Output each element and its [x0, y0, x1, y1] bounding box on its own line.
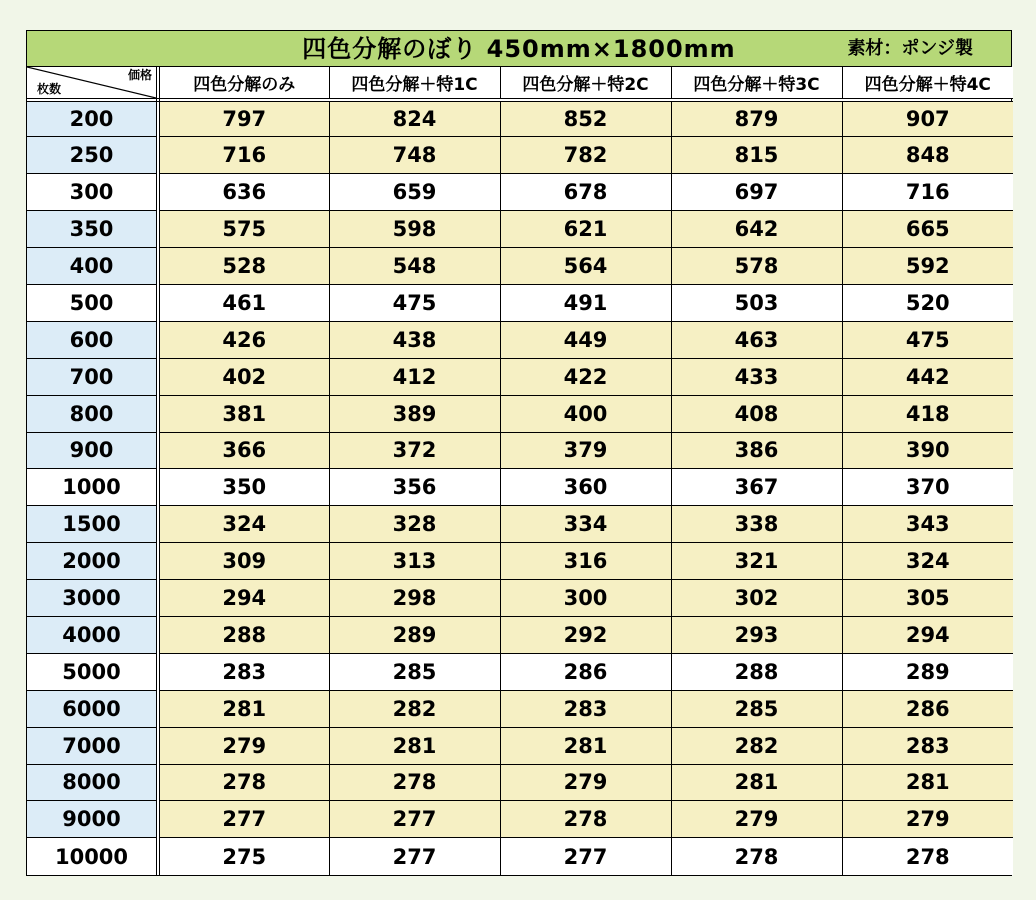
price-cell: 642 — [671, 211, 842, 248]
price-cell: 328 — [329, 506, 500, 543]
price-cell: 418 — [842, 395, 1013, 432]
price-cell: 491 — [500, 284, 671, 321]
price-cell: 289 — [329, 616, 500, 653]
table-row — [27, 395, 1013, 432]
quantity-cell: 1500 — [27, 506, 158, 543]
price-cell: 277 — [158, 801, 329, 838]
table-row — [27, 100, 1013, 137]
table-row — [27, 616, 1013, 653]
price-cell: 302 — [671, 580, 842, 617]
quantity-cell: 400 — [27, 248, 158, 285]
price-cell: 381 — [158, 395, 329, 432]
table-row — [27, 727, 1013, 764]
table-row — [27, 432, 1013, 469]
table-row — [27, 690, 1013, 727]
corner-header — [27, 67, 158, 100]
quantity-cell: 1000 — [27, 469, 158, 506]
price-cell: 294 — [842, 616, 1013, 653]
table-row — [27, 764, 1013, 801]
price-table — [26, 30, 1012, 876]
price-cell: 461 — [158, 284, 329, 321]
price-cell: 294 — [158, 580, 329, 617]
price-cell: 338 — [671, 506, 842, 543]
quantity-cell: 9000 — [27, 801, 158, 838]
table-row — [27, 801, 1013, 838]
price-cell: 286 — [500, 653, 671, 690]
table-row — [27, 174, 1013, 211]
price-cell: 528 — [158, 248, 329, 285]
price-cell: 907 — [842, 100, 1013, 137]
price-cell: 300 — [500, 580, 671, 617]
price-cell: 288 — [158, 616, 329, 653]
price-cell: 372 — [329, 432, 500, 469]
table-row — [27, 284, 1013, 321]
table-row — [27, 321, 1013, 358]
price-cell: 390 — [842, 432, 1013, 469]
quantity-cell: 300 — [27, 174, 158, 211]
price-cell: 665 — [842, 211, 1013, 248]
price-cell: 282 — [671, 727, 842, 764]
table-row — [27, 248, 1013, 285]
material-label: 素材：ポンジ製 — [847, 38, 973, 59]
price-cell: 548 — [329, 248, 500, 285]
price-cell: 278 — [329, 764, 500, 801]
price-cell: 277 — [329, 838, 500, 875]
column-header: 四色分解＋特1C — [329, 67, 500, 100]
price-cell: 438 — [329, 321, 500, 358]
price-cell: 797 — [158, 100, 329, 137]
price-cell: 636 — [158, 174, 329, 211]
price-cell: 449 — [500, 321, 671, 358]
price-axis-label: 価格 — [127, 68, 152, 82]
price-cell: 279 — [842, 801, 1013, 838]
table-row — [27, 358, 1013, 395]
price-cell: 324 — [842, 543, 1013, 580]
price-cell: 360 — [500, 469, 671, 506]
column-header: 四色分解＋特2C — [500, 67, 671, 100]
price-cell: 575 — [158, 211, 329, 248]
price-cell: 598 — [329, 211, 500, 248]
price-cell: 426 — [158, 321, 329, 358]
price-cell: 678 — [500, 174, 671, 211]
price-cell: 386 — [671, 432, 842, 469]
quantity-cell: 200 — [27, 100, 158, 137]
price-cell: 283 — [842, 727, 1013, 764]
quantity-cell: 4000 — [27, 616, 158, 653]
price-cell: 285 — [329, 653, 500, 690]
table-row — [27, 653, 1013, 690]
column-header: 四色分解＋特3C — [671, 67, 842, 100]
price-cell: 697 — [671, 174, 842, 211]
price-cell: 313 — [329, 543, 500, 580]
price-cell: 621 — [500, 211, 671, 248]
table-row — [27, 580, 1013, 617]
price-cell: 278 — [842, 838, 1013, 875]
price-cell: 277 — [500, 838, 671, 875]
price-cell: 279 — [500, 764, 671, 801]
table-row — [27, 506, 1013, 543]
price-cell: 815 — [671, 137, 842, 174]
price-cell: 400 — [500, 395, 671, 432]
price-cell: 463 — [671, 321, 842, 358]
price-cell: 659 — [329, 174, 500, 211]
quantity-cell: 10000 — [27, 838, 158, 875]
table-title: 四色分解のぼり 450mm×1800mm — [302, 35, 736, 63]
price-cell: 278 — [158, 764, 329, 801]
price-cell: 279 — [158, 727, 329, 764]
price-cell: 334 — [500, 506, 671, 543]
price-cell: 286 — [842, 690, 1013, 727]
price-cell: 389 — [329, 395, 500, 432]
header-row — [27, 67, 1013, 100]
quantity-cell: 3000 — [27, 580, 158, 617]
quantity-cell: 900 — [27, 432, 158, 469]
price-cell: 370 — [842, 469, 1013, 506]
price-cell: 879 — [671, 100, 842, 137]
price-grid — [27, 67, 1013, 875]
price-cell: 316 — [500, 543, 671, 580]
price-cell: 503 — [671, 284, 842, 321]
column-header: 四色分解＋特4C — [842, 67, 1013, 100]
table-row — [27, 543, 1013, 580]
quantity-cell: 500 — [27, 284, 158, 321]
quantity-cell: 2000 — [27, 543, 158, 580]
price-cell: 564 — [500, 248, 671, 285]
price-cell: 782 — [500, 137, 671, 174]
price-cell: 281 — [842, 764, 1013, 801]
quantity-cell: 350 — [27, 211, 158, 248]
quantity-cell: 6000 — [27, 690, 158, 727]
price-cell: 475 — [329, 284, 500, 321]
table-row — [27, 137, 1013, 174]
table-body — [27, 100, 1013, 875]
price-cell: 475 — [842, 321, 1013, 358]
price-cell: 748 — [329, 137, 500, 174]
price-cell: 350 — [158, 469, 329, 506]
price-cell: 578 — [671, 248, 842, 285]
quantity-cell: 7000 — [27, 727, 158, 764]
price-cell: 305 — [842, 580, 1013, 617]
table-row — [27, 469, 1013, 506]
price-cell: 275 — [158, 838, 329, 875]
price-cell: 279 — [671, 801, 842, 838]
price-cell: 433 — [671, 358, 842, 395]
price-cell: 324 — [158, 506, 329, 543]
price-cell: 412 — [329, 358, 500, 395]
column-header: 四色分解のみ — [158, 67, 329, 100]
quantity-axis-label: 枚数 — [37, 82, 62, 96]
price-cell: 824 — [329, 100, 500, 137]
price-cell: 298 — [329, 580, 500, 617]
table-row — [27, 838, 1013, 875]
price-cell: 343 — [842, 506, 1013, 543]
price-cell: 283 — [158, 653, 329, 690]
price-cell: 321 — [671, 543, 842, 580]
price-cell: 367 — [671, 469, 842, 506]
price-cell: 293 — [671, 616, 842, 653]
quantity-cell: 250 — [27, 137, 158, 174]
title-bar — [27, 31, 1011, 67]
quantity-cell: 5000 — [27, 653, 158, 690]
price-cell: 281 — [329, 727, 500, 764]
price-cell: 716 — [158, 137, 329, 174]
price-cell: 309 — [158, 543, 329, 580]
price-cell: 278 — [500, 801, 671, 838]
table-row — [27, 211, 1013, 248]
price-cell: 848 — [842, 137, 1013, 174]
price-cell: 422 — [500, 358, 671, 395]
price-cell: 366 — [158, 432, 329, 469]
price-cell: 292 — [500, 616, 671, 653]
price-cell: 356 — [329, 469, 500, 506]
price-cell: 852 — [500, 100, 671, 137]
price-cell: 285 — [671, 690, 842, 727]
price-cell: 283 — [500, 690, 671, 727]
price-cell: 716 — [842, 174, 1013, 211]
price-cell: 402 — [158, 358, 329, 395]
price-cell: 277 — [329, 801, 500, 838]
price-cell: 281 — [500, 727, 671, 764]
price-cell: 289 — [842, 653, 1013, 690]
price-cell: 281 — [671, 764, 842, 801]
price-cell: 408 — [671, 395, 842, 432]
price-cell: 379 — [500, 432, 671, 469]
price-cell: 288 — [671, 653, 842, 690]
quantity-cell: 700 — [27, 358, 158, 395]
price-cell: 278 — [671, 838, 842, 875]
quantity-cell: 800 — [27, 395, 158, 432]
price-cell: 282 — [329, 690, 500, 727]
quantity-cell: 600 — [27, 321, 158, 358]
price-cell: 520 — [842, 284, 1013, 321]
quantity-cell: 8000 — [27, 764, 158, 801]
price-cell: 442 — [842, 358, 1013, 395]
price-cell: 281 — [158, 690, 329, 727]
price-cell: 592 — [842, 248, 1013, 285]
